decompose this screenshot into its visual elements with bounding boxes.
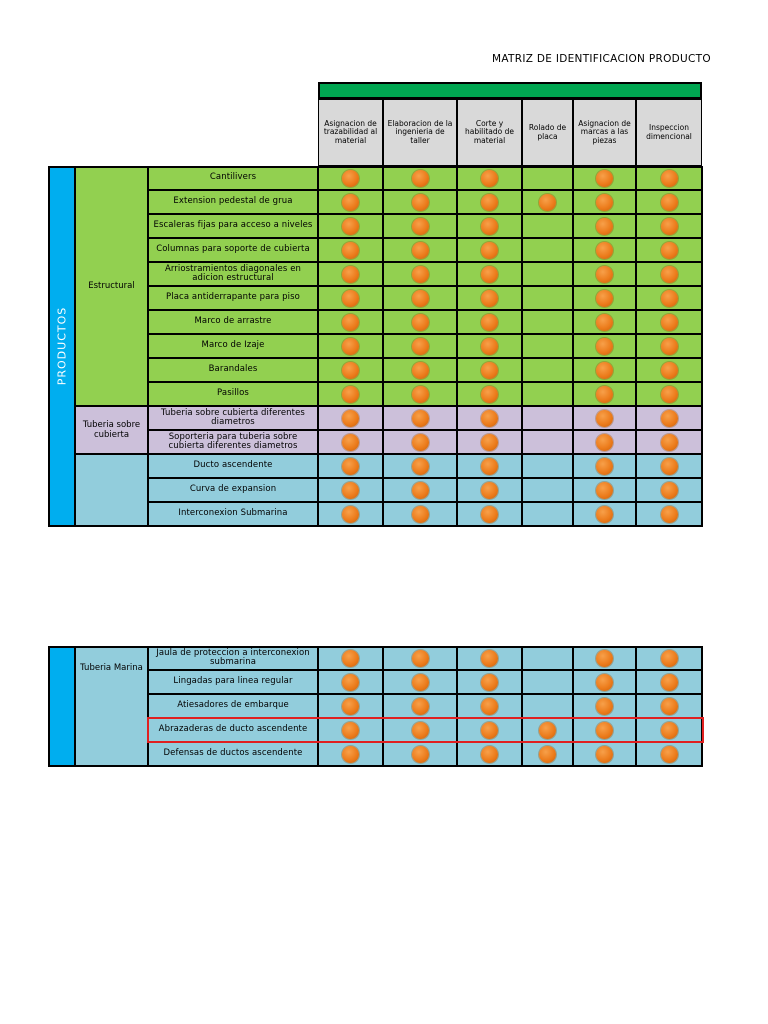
check-mark-icon <box>481 482 498 499</box>
group-label: Estructural <box>75 166 148 406</box>
check-mark-icon <box>412 362 429 379</box>
product-label: Abrazaderas de ducto ascendente <box>148 718 318 742</box>
matrix-cell <box>636 430 702 454</box>
matrix-cell <box>318 238 383 262</box>
matrix-cell <box>318 334 383 358</box>
check-mark-icon <box>596 314 613 331</box>
check-mark-icon <box>481 722 498 739</box>
check-mark-icon <box>412 290 429 307</box>
products-band <box>48 646 75 766</box>
check-mark-icon <box>481 410 498 427</box>
matrix-cell <box>522 454 573 478</box>
check-mark-icon <box>481 314 498 331</box>
matrix-cell <box>573 694 636 718</box>
matrix-cell <box>573 310 636 334</box>
check-mark-icon <box>661 746 678 763</box>
matrix-cell <box>573 382 636 406</box>
matrix-cell <box>522 718 573 742</box>
matrix-cell <box>522 646 573 670</box>
check-mark-icon <box>481 242 498 259</box>
check-mark-icon <box>342 170 359 187</box>
matrix-cell <box>383 430 457 454</box>
matrix-cell <box>457 286 522 310</box>
check-mark-icon <box>661 314 678 331</box>
matrix-cell <box>457 382 522 406</box>
check-mark-icon <box>596 650 613 667</box>
check-mark-icon <box>412 698 429 715</box>
matrix-cell <box>636 358 702 382</box>
matrix-cell <box>573 670 636 694</box>
matrix-cell <box>573 238 636 262</box>
matrix-cell <box>383 478 457 502</box>
matrix-cell <box>636 286 702 310</box>
column-header: Asignacion de trazabilidad al material <box>318 99 383 166</box>
matrix-cell <box>573 718 636 742</box>
check-mark-icon <box>539 746 556 763</box>
matrix-cell <box>522 334 573 358</box>
matrix-cell <box>522 286 573 310</box>
matrix-cell <box>383 670 457 694</box>
matrix-cell <box>457 646 522 670</box>
check-mark-icon <box>481 266 498 283</box>
check-mark-icon <box>412 266 429 283</box>
check-mark-icon <box>481 650 498 667</box>
product-label: Ducto ascendente <box>148 454 318 478</box>
check-mark-icon <box>661 218 678 235</box>
matrix-cell <box>383 502 457 526</box>
product-label: Placa antiderrapante para piso <box>148 286 318 310</box>
matrix-cell <box>318 190 383 214</box>
column-header: Elaboracion de la ingenieria de taller <box>383 99 457 166</box>
check-mark-icon <box>481 674 498 691</box>
matrix-cell <box>573 190 636 214</box>
matrix-cell <box>573 646 636 670</box>
matrix-cell <box>457 262 522 286</box>
product-label: Marco de Izaje <box>148 334 318 358</box>
check-mark-icon <box>596 290 613 307</box>
matrix-cell <box>383 646 457 670</box>
matrix-cell <box>522 382 573 406</box>
group-label: Tuberia Marina <box>75 646 148 766</box>
check-mark-icon <box>481 362 498 379</box>
matrix-cell <box>457 190 522 214</box>
product-label: Jaula de proteccion a interconexion submarina <box>148 646 318 670</box>
check-mark-icon <box>342 674 359 691</box>
check-mark-icon <box>481 506 498 523</box>
matrix-cell <box>318 286 383 310</box>
matrix-cell <box>318 670 383 694</box>
page-title: MATRIZ DE IDENTIFICACION PRODUCTO <box>492 53 711 65</box>
check-mark-icon <box>481 746 498 763</box>
matrix-cell <box>383 718 457 742</box>
matrix-cell <box>318 694 383 718</box>
check-mark-icon <box>596 698 613 715</box>
check-mark-icon <box>661 338 678 355</box>
check-mark-icon <box>412 674 429 691</box>
product-label: Interconexion Submarina <box>148 502 318 526</box>
check-mark-icon <box>661 458 678 475</box>
matrix-cell <box>522 238 573 262</box>
matrix-cell <box>636 454 702 478</box>
matrix-cell <box>573 406 636 430</box>
matrix-cell <box>457 742 522 766</box>
product-label: Atiesadores de embarque <box>148 694 318 718</box>
matrix-cell <box>318 430 383 454</box>
check-mark-icon <box>412 458 429 475</box>
product-label: Barandales <box>148 358 318 382</box>
check-mark-icon <box>481 434 498 451</box>
check-mark-icon <box>596 410 613 427</box>
check-mark-icon <box>412 314 429 331</box>
matrix-cell <box>636 694 702 718</box>
matrix-cell <box>457 358 522 382</box>
check-mark-icon <box>412 482 429 499</box>
column-header: Rolado de placa <box>522 99 573 166</box>
check-mark-icon <box>596 386 613 403</box>
matrix-cell <box>573 430 636 454</box>
check-mark-icon <box>342 722 359 739</box>
product-label: Pasillos <box>148 382 318 406</box>
check-mark-icon <box>342 746 359 763</box>
matrix-cell <box>457 454 522 478</box>
check-mark-icon <box>342 410 359 427</box>
products-band <box>48 166 75 526</box>
matrix-cell <box>457 214 522 238</box>
matrix-cell <box>636 478 702 502</box>
check-mark-icon <box>342 194 359 211</box>
matrix-cell <box>383 358 457 382</box>
check-mark-icon <box>342 434 359 451</box>
check-mark-icon <box>539 194 556 211</box>
matrix-cell <box>522 478 573 502</box>
check-mark-icon <box>342 338 359 355</box>
check-mark-icon <box>596 434 613 451</box>
check-mark-icon <box>661 722 678 739</box>
matrix-cell <box>457 718 522 742</box>
check-mark-icon <box>661 386 678 403</box>
column-header: Asignacion de marcas a las piezas <box>573 99 636 166</box>
check-mark-icon <box>661 290 678 307</box>
check-mark-icon <box>342 650 359 667</box>
check-mark-icon <box>596 482 613 499</box>
matrix-cell <box>383 382 457 406</box>
check-mark-icon <box>412 242 429 259</box>
check-mark-icon <box>412 338 429 355</box>
check-mark-icon <box>481 386 498 403</box>
matrix-cell <box>457 670 522 694</box>
products-band-label: PRODUCTOS <box>55 306 68 386</box>
check-mark-icon <box>342 218 359 235</box>
check-mark-icon <box>596 506 613 523</box>
matrix-cell <box>383 190 457 214</box>
check-mark-icon <box>596 266 613 283</box>
matrix-cell <box>318 502 383 526</box>
product-label: Cantilivers <box>148 166 318 190</box>
matrix-cell <box>318 742 383 766</box>
matrix-cell <box>636 646 702 670</box>
matrix-cell <box>636 406 702 430</box>
check-mark-icon <box>412 434 429 451</box>
matrix-cell <box>457 478 522 502</box>
matrix-cell <box>522 214 573 238</box>
check-mark-icon <box>412 386 429 403</box>
group-cell <box>75 454 148 526</box>
matrix-cell <box>636 742 702 766</box>
check-mark-icon <box>481 698 498 715</box>
matrix-cell <box>522 310 573 334</box>
matrix-cell <box>383 166 457 190</box>
matrix-cell <box>318 358 383 382</box>
check-mark-icon <box>596 674 613 691</box>
matrix-cell <box>522 694 573 718</box>
check-mark-icon <box>342 290 359 307</box>
product-label: Defensas de ductos ascendente <box>148 742 318 766</box>
matrix-cell <box>318 718 383 742</box>
check-mark-icon <box>342 698 359 715</box>
matrix-cell <box>636 262 702 286</box>
matrix-cell <box>522 670 573 694</box>
check-mark-icon <box>661 410 678 427</box>
matrix-cell <box>318 406 383 430</box>
matrix-cell <box>636 502 702 526</box>
matrix-cell <box>522 430 573 454</box>
check-mark-icon <box>661 650 678 667</box>
matrix-cell <box>573 286 636 310</box>
product-label: Marco de arrastre <box>148 310 318 334</box>
matrix-cell <box>383 694 457 718</box>
matrix-cell <box>318 454 383 478</box>
matrix-cell <box>522 502 573 526</box>
check-mark-icon <box>342 242 359 259</box>
check-mark-icon <box>412 170 429 187</box>
matrix-cell <box>383 238 457 262</box>
group-label: Tuberia sobre cubierta <box>75 406 148 454</box>
check-mark-icon <box>661 170 678 187</box>
check-mark-icon <box>661 242 678 259</box>
matrix-cell <box>573 742 636 766</box>
matrix-cell <box>318 310 383 334</box>
check-mark-icon <box>412 218 429 235</box>
matrix-cell <box>457 238 522 262</box>
matrix-cell <box>573 262 636 286</box>
matrix-cell <box>457 310 522 334</box>
check-mark-icon <box>342 458 359 475</box>
check-mark-icon <box>661 674 678 691</box>
matrix-cell <box>522 166 573 190</box>
matrix-cell <box>573 358 636 382</box>
check-mark-icon <box>481 194 498 211</box>
check-mark-icon <box>342 362 359 379</box>
matrix-cell <box>457 502 522 526</box>
matrix-cell <box>383 286 457 310</box>
matrix-cell <box>457 334 522 358</box>
matrix-cell <box>573 334 636 358</box>
matrix-cell <box>457 430 522 454</box>
matrix-cell <box>457 694 522 718</box>
product-label: Curva de expansion <box>148 478 318 502</box>
check-mark-icon <box>596 170 613 187</box>
matrix-cell <box>636 670 702 694</box>
matrix-cell <box>522 190 573 214</box>
check-mark-icon <box>661 506 678 523</box>
check-mark-icon <box>661 698 678 715</box>
check-mark-icon <box>661 482 678 499</box>
matrix-cell <box>383 262 457 286</box>
matrix-cell <box>383 454 457 478</box>
matrix-cell <box>522 742 573 766</box>
check-mark-icon <box>342 482 359 499</box>
matrix-cell <box>318 646 383 670</box>
matrix-cell <box>457 406 522 430</box>
matrix-cell <box>318 214 383 238</box>
check-mark-icon <box>412 506 429 523</box>
product-label: Extension pedestal de grua <box>148 190 318 214</box>
check-mark-icon <box>342 266 359 283</box>
matrix-cell <box>522 406 573 430</box>
header-bar <box>318 82 702 99</box>
check-mark-icon <box>596 458 613 475</box>
matrix-cell <box>636 166 702 190</box>
matrix-cell <box>318 478 383 502</box>
matrix-cell <box>636 718 702 742</box>
product-label: Escaleras fijas para acceso a niveles <box>148 214 318 238</box>
check-mark-icon <box>412 746 429 763</box>
check-mark-icon <box>412 650 429 667</box>
column-header: Corte y habilitado de material <box>457 99 522 166</box>
check-mark-icon <box>596 362 613 379</box>
matrix-cell <box>522 358 573 382</box>
check-mark-icon <box>661 434 678 451</box>
check-mark-icon <box>661 362 678 379</box>
check-mark-icon <box>481 170 498 187</box>
matrix-cell <box>522 262 573 286</box>
column-header: Inspeccion dimencional <box>636 99 702 166</box>
check-mark-icon <box>342 506 359 523</box>
matrix-cell <box>383 214 457 238</box>
check-mark-icon <box>481 338 498 355</box>
check-mark-icon <box>596 194 613 211</box>
check-mark-icon <box>596 218 613 235</box>
check-mark-icon <box>596 338 613 355</box>
check-mark-icon <box>481 218 498 235</box>
matrix-cell <box>636 190 702 214</box>
check-mark-icon <box>412 194 429 211</box>
matrix-cell <box>573 166 636 190</box>
matrix-cell <box>636 214 702 238</box>
product-label: Arriostramientos diagonales en adicion estructural <box>148 262 318 286</box>
matrix-cell <box>573 478 636 502</box>
product-label: Tuberia sobre cubierta diferentes diametros <box>148 406 318 430</box>
matrix-cell <box>636 334 702 358</box>
check-mark-icon <box>661 194 678 211</box>
check-mark-icon <box>539 722 556 739</box>
check-mark-icon <box>481 290 498 307</box>
matrix-cell <box>383 310 457 334</box>
product-label: Soporteria para tuberia sobre cubierta diferentes diametros <box>148 430 318 454</box>
matrix-cell <box>383 742 457 766</box>
check-mark-icon <box>342 386 359 403</box>
matrix-cell <box>573 454 636 478</box>
check-mark-icon <box>412 410 429 427</box>
matrix-cell <box>636 382 702 406</box>
matrix-cell <box>457 166 522 190</box>
matrix-cell <box>318 382 383 406</box>
matrix-cell <box>636 238 702 262</box>
check-mark-icon <box>342 314 359 331</box>
matrix-cell <box>318 166 383 190</box>
product-label: Lingadas para linea regular <box>148 670 318 694</box>
matrix-cell <box>573 502 636 526</box>
check-mark-icon <box>661 266 678 283</box>
check-mark-icon <box>412 722 429 739</box>
product-label: Columnas para soporte de cubierta <box>148 238 318 262</box>
matrix-cell <box>636 310 702 334</box>
check-mark-icon <box>596 722 613 739</box>
check-mark-icon <box>596 242 613 259</box>
check-mark-icon <box>481 458 498 475</box>
matrix-cell <box>383 334 457 358</box>
matrix-cell <box>383 406 457 430</box>
matrix-cell <box>318 262 383 286</box>
matrix-cell <box>573 214 636 238</box>
check-mark-icon <box>596 746 613 763</box>
